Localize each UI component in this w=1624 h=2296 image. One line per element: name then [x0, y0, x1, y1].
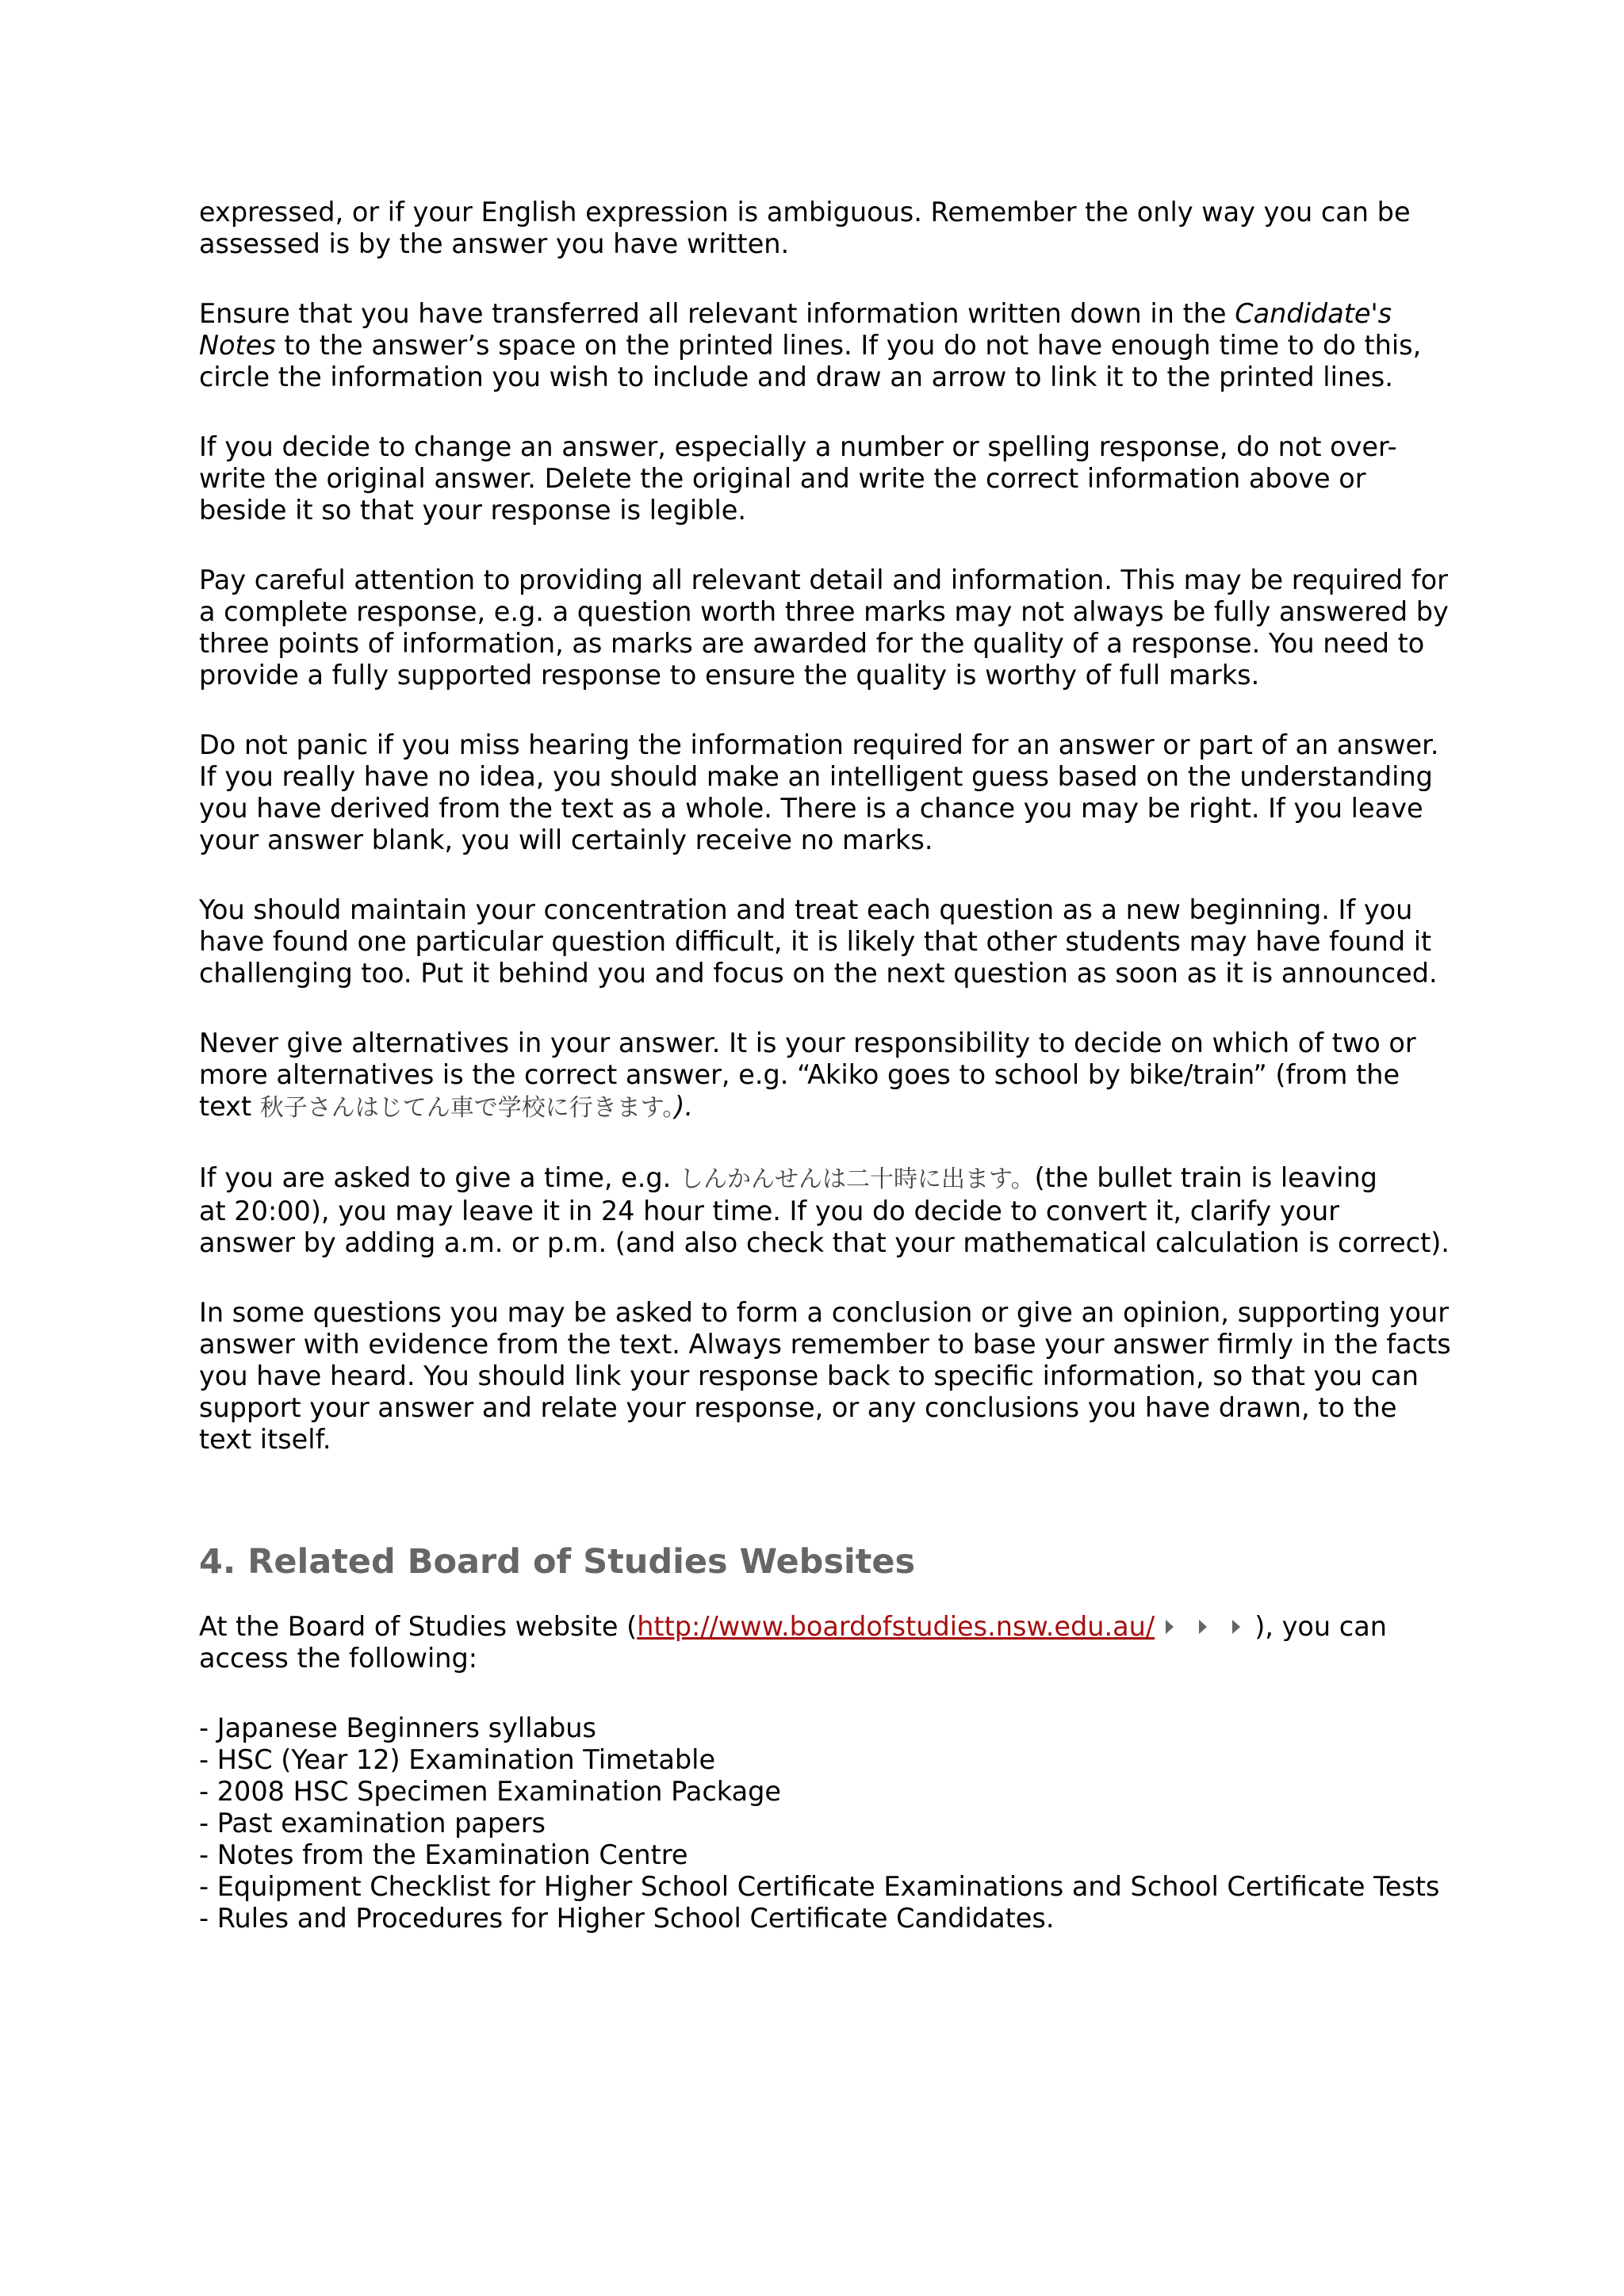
resources-list [199, 1712, 1452, 1934]
japanese-example-text: しんかんせんは二十時に出ます。 [679, 1165, 1035, 1193]
paragraph-text: Never give alternatives in your answer. It is your responsibility to decide on which of two or more alternatives is the correct answer, e.g. “Akiko goes to school by bike/train” (from the text [199, 1027, 1416, 1122]
paragraph-relevant-detail: Pay careful attention to providing all relevant detail and information. This may be required for a complete response, e.g. a question worth three marks may not always be fully answered by three points of information, as marks are awarded for the quality of a response. You need to provide a fully supported response to ensure the quality is worthy of full marks. [199, 564, 1449, 691]
paragraph-text: (the bullet train is leaving at 20:00), you may leave it in 24 hour time. If you do decide to convert it, clarify your answer by adding a.m. or p.m. (and also check that your mathematical calculation is correct). [199, 1162, 1450, 1258]
list-item: - Equipment Checklist for Higher School Certificate Examinations and School Certificate Tests [199, 1871, 1440, 1902]
paragraph-concentration: You should maintain your concentration and treat each question as a new beginning. If you have found one particular question difficult, it is likely that other students may have found it challenging too. Put it behind you and focus on the next question as soon as it is announced. [199, 894, 1438, 989]
arrow-right-icon [1232, 1620, 1240, 1634]
list-item: - 2008 HSC Specimen Examination Package [199, 1776, 782, 1807]
board-of-studies-link[interactable]: http://www.boardofstudies.nsw.edu.au/ [637, 1611, 1155, 1642]
paragraph-text: If you are asked to give a time, e.g. [199, 1162, 680, 1193]
arrow-right-icon [1166, 1620, 1174, 1634]
arrow-right-icon [1199, 1620, 1207, 1634]
document-page [199, 197, 1452, 1934]
paragraph-time-format [199, 1162, 1452, 1259]
paragraph-no-alternatives [199, 1027, 1452, 1124]
candidates-notes-emphasis: Candidate's Notes [199, 298, 1392, 361]
intro-text: ), you can access the following: [199, 1611, 1387, 1674]
japanese-example-text: 秋子さんはじてん車で学校に行きます。 [259, 1094, 675, 1122]
paragraph-answer-expression: expressed, or if your English expression is ambiguous. Remember the only way you can be assessed is by the answer you have written. [199, 197, 1411, 259]
paragraph-text: Ensure that you have transferred all relevant information written down in the [199, 298, 1235, 329]
list-item: - Past examination papers [199, 1808, 546, 1839]
section-intro [199, 1611, 1452, 1674]
list-item: - Rules and Procedures for Higher School Certificate Candidates. [199, 1903, 1055, 1934]
paragraph-text: ). [674, 1091, 694, 1122]
paragraph-text: to the answer’s space on the printed lines. If you do not have enough time to do this, circle the information you wish to include and draw an arrow to link it to the printed lines. [199, 330, 1422, 392]
list-item: - Japanese Beginners syllabus [199, 1712, 596, 1743]
intro-text: At the Board of Studies website ( [199, 1611, 638, 1642]
paragraph-transfer-notes [199, 298, 1452, 393]
paragraph-do-not-panic: Do not panic if you miss hearing the information required for an answer or part of an answer. If you really have no idea, you should make an intelligent guess based on the understanding you have derived from the text as a whole. There is a chance you may be right. If you leave your answer blank, you will certainly receive no marks. [199, 729, 1439, 855]
paragraph-change-answer: If you decide to change an answer, especially a number or spelling response, do not over- write the original answer. Delete the original and write the correct information above or beside it so that your response is legible. [199, 431, 1397, 526]
section-heading: 4. Related Board of Studies Websites [199, 1542, 916, 1582]
paragraph-conclusion-opinion: In some questions you may be asked to form a conclusion or give an opinion, supporting your answer with evidence from the text. Always remember to base your answer firmly in the facts you have heard. You should link your response back to specific information, so that you can support your answer and relate your response, or any conclusions you have drawn, to the text itself. [199, 1297, 1451, 1455]
list-item: - Notes from the Examination Centre [199, 1839, 688, 1870]
list-item: - HSC (Year 12) Examination Timetable [199, 1744, 716, 1775]
